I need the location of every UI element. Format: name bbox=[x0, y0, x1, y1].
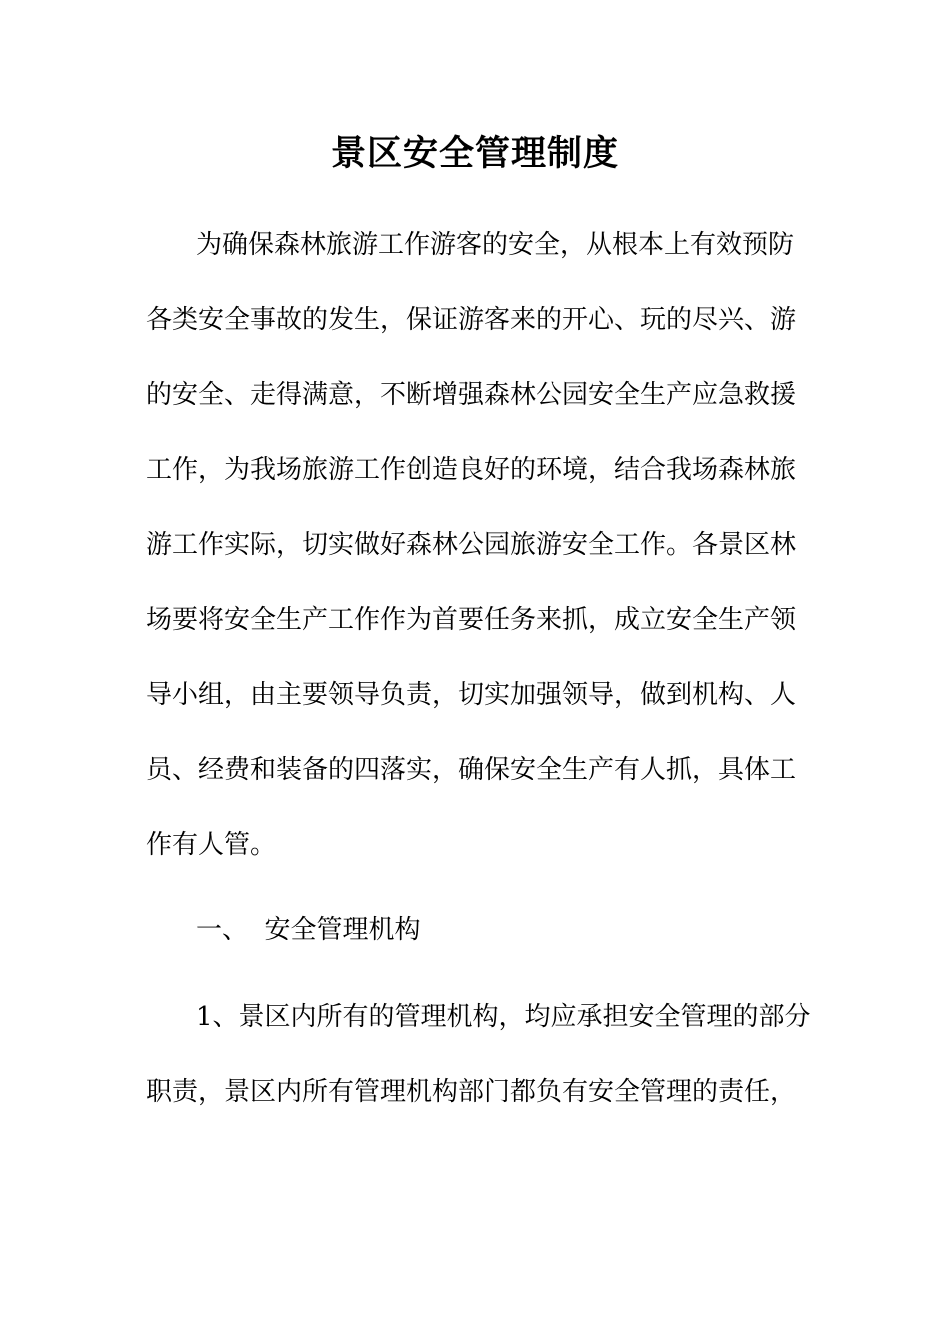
paragraph-line: 1、景区内所有的管理机构，均应承担安全管理的部分 bbox=[196, 1002, 811, 1032]
paragraph-line: 为确保森林旅游工作游客的安全，从根本上有效预防 bbox=[196, 230, 795, 260]
paragraph-line: 职责，景区内所有管理机构部门都负有安全管理的责任， bbox=[146, 1077, 797, 1107]
paragraph-line: 作有人管。 bbox=[146, 830, 277, 860]
paragraph-line: 工作，为我场旅游工作创造良好的环境，结合我场森林旅 bbox=[146, 455, 797, 485]
paragraph-line: 各类安全事故的发生，保证游客来的开心、玩的尽兴、游 bbox=[146, 305, 797, 335]
paragraph-line: 的安全、走得满意，不断增强森林公园安全生产应急救援 bbox=[146, 380, 797, 410]
section-heading: 一、 安全管理机构 bbox=[196, 915, 421, 945]
paragraph-line: 游工作实际，切实做好森林公园旅游安全工作。各景区林 bbox=[146, 530, 797, 560]
paragraph-line: 员、经费和装备的四落实，确保安全生产有人抓，具体工 bbox=[146, 755, 797, 785]
paragraph-line: 场要将安全生产工作作为首要任务来抓，成立安全生产领 bbox=[146, 605, 797, 635]
paragraph-line: 导小组，由主要领导负责，切实加强领导，做到机构、人 bbox=[146, 680, 797, 710]
document-title: 景区安全管理制度 bbox=[330, 133, 619, 174]
